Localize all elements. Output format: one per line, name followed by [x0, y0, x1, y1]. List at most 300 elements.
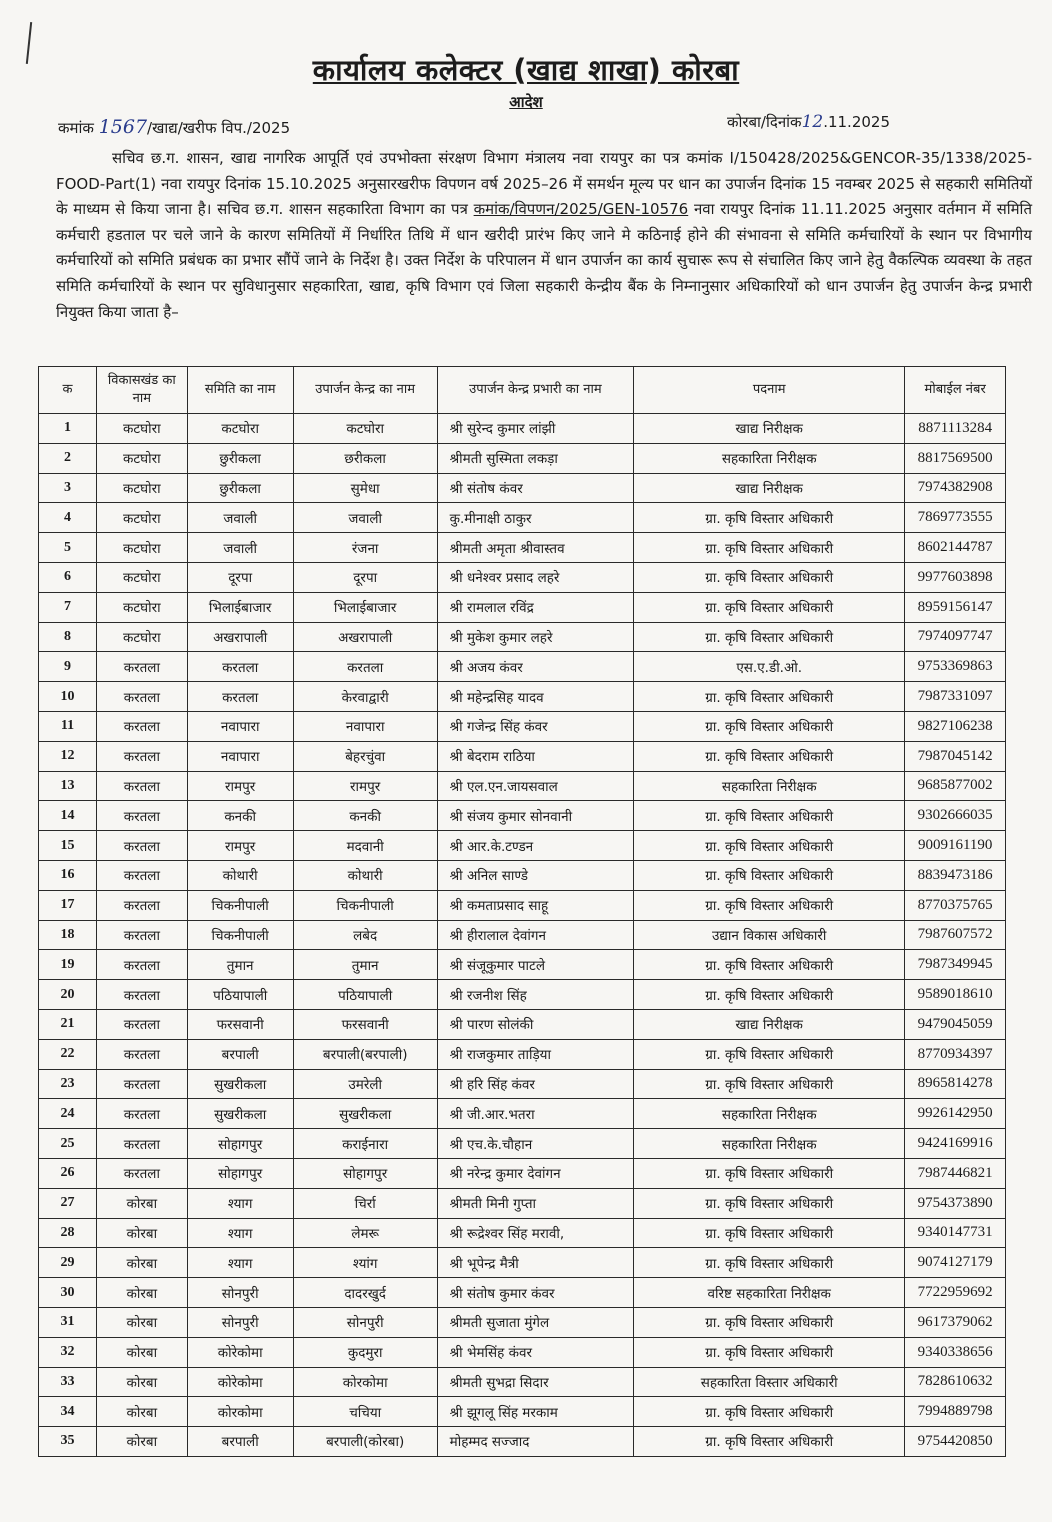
designation-cell: एस.ए.डी.ओ. — [634, 652, 905, 682]
samiti-cell: कोरेकोमा — [187, 1337, 293, 1367]
date-day-handwritten: 12 — [801, 112, 824, 132]
mobile-cell: 7722959692 — [905, 1278, 1006, 1308]
samiti-cell: कटघोरा — [187, 414, 293, 444]
table-row — [39, 801, 1006, 831]
table-body — [39, 414, 1006, 1457]
kendra-cell: चिकनीपाली — [293, 890, 437, 920]
samiti-cell: पठियापाली — [187, 980, 293, 1010]
serial-cell: 22 — [39, 1039, 97, 1069]
samiti-cell: चिकनीपाली — [187, 920, 293, 950]
block-cell: करतला — [97, 682, 188, 712]
samiti-cell: बरपाली — [187, 1039, 293, 1069]
samiti-cell: कनकी — [187, 801, 293, 831]
block-cell: करतला — [97, 711, 188, 741]
samiti-cell: सोहागपुर — [187, 1129, 293, 1159]
table-row — [39, 860, 1006, 890]
kendra-cell: दादरखुर्द — [293, 1278, 437, 1308]
incharge-name-cell: श्री आर.के.टण्डन — [437, 831, 633, 861]
block-cell: कटघोरा — [97, 414, 188, 444]
serial-cell: 21 — [39, 1009, 97, 1039]
designation-cell: वरिष्ट सहकारिता निरीक्षक — [634, 1278, 905, 1308]
block-cell: करतला — [97, 741, 188, 771]
designation-cell: ग्रा. कृषि विस्तार अधिकारी — [634, 1307, 905, 1337]
table-row — [39, 741, 1006, 771]
serial-cell: 10 — [39, 682, 97, 712]
ref-number-handwritten: 1567 — [98, 116, 148, 138]
mobile-cell: 7987331097 — [905, 682, 1006, 712]
table-row — [39, 1039, 1006, 1069]
kendra-cell: लबेद — [293, 920, 437, 950]
designation-cell: ग्रा. कृषि विस्तार अधिकारी — [634, 801, 905, 831]
order-date — [727, 112, 890, 132]
table-row — [39, 622, 1006, 652]
block-cell: करतला — [97, 1158, 188, 1188]
designation-cell: खाद्य निरीक्षक — [634, 414, 905, 444]
kendra-cell: कोथारी — [293, 860, 437, 890]
kendra-cell: तुमान — [293, 950, 437, 980]
samiti-cell: सोनपुरी — [187, 1307, 293, 1337]
table-row — [39, 1158, 1006, 1188]
kendra-cell: श्यांग — [293, 1248, 437, 1278]
block-cell: कोरबा — [97, 1218, 188, 1248]
incharge-name-cell: श्री पारण सोलंकी — [437, 1009, 633, 1039]
samiti-cell: सोनपुरी — [187, 1278, 293, 1308]
mobile-cell: 8770934397 — [905, 1039, 1006, 1069]
mobile-cell: 7987607572 — [905, 920, 1006, 950]
mobile-cell: 9424169916 — [905, 1129, 1006, 1159]
block-cell: कोरबा — [97, 1278, 188, 1308]
incharge-name-cell: श्रीमती अमृता श्रीवास्तव — [437, 533, 633, 563]
table-row — [39, 533, 1006, 563]
table-row — [39, 682, 1006, 712]
serial-cell: 25 — [39, 1129, 97, 1159]
samiti-cell: कोरकोमा — [187, 1397, 293, 1427]
office-title: कार्यालय कलेक्टर (खाद्य शाखा) कोरबा — [312, 53, 740, 87]
kendra-cell: रामपुर — [293, 771, 437, 801]
incharge-name-cell: श्रीमती सुस्मिता लकड़ा — [437, 443, 633, 473]
block-cell: करतला — [97, 1069, 188, 1099]
header-kendra: उपार्जन केन्द्र का नाम — [293, 367, 437, 414]
kendra-cell: कनकी — [293, 801, 437, 831]
incharge-name-cell: श्री नरेन्द्र कुमार देवांगन — [437, 1158, 633, 1188]
block-cell: कोरबा — [97, 1248, 188, 1278]
table-row — [39, 1069, 1006, 1099]
kendra-cell: चचिया — [293, 1397, 437, 1427]
incharge-name-cell: श्री राजकुमार ताड़िया — [437, 1039, 633, 1069]
designation-cell: ग्रा. कृषि विस्तार अधिकारी — [634, 831, 905, 861]
mobile-cell: 8839473186 — [905, 860, 1006, 890]
kendra-cell: कोरकोमा — [293, 1367, 437, 1397]
designation-cell: ग्रा. कृषि विस्तार अधिकारी — [634, 980, 905, 1010]
kendra-cell: सुखरीकला — [293, 1099, 437, 1129]
paragraph-text-2: नवा रायपुर दिनांक 11.11.2025 अनुसार वर्तमान में समिति कर्मचारी हडताल पर चले जाने के कारण समितियों में निर्धारित तिथि में धान खरीदी प्रारंभ किए जाने मे कठिनाई होने की संभावना से समिति कर्मचारियों के स्थान पर विभागीय कर्मचारियों को समिति प्रबंधक का प्रभार सौंपें जाने के निर्देश है। उक्त निर्देश के परिपालन में धान उपार्जन का कार्य सुचारू रूप से संचालित किए जाने हेतु वैकल्पिक व्यवस्था के तहत समिति कर्मचारियों के स्थान पर सुविधानुसार सहकारिता, खाद्य, कृषि विभाग एवं जिला सहकारी केन्द्रीय बैंक के निम्नानुसार अधिकारियों को धान उपार्जन हेतु उपार्जन केन्द्र प्रभारी नियुक्त किया जाता है– — [56, 200, 1032, 321]
samiti-cell: रामपुर — [187, 831, 293, 861]
mobile-cell: 9589018610 — [905, 980, 1006, 1010]
block-cell: कटघोरा — [97, 622, 188, 652]
header-designation: पदनाम — [634, 367, 905, 414]
kendra-cell: बरपाली(कोरबा) — [293, 1427, 437, 1457]
serial-cell: 26 — [39, 1158, 97, 1188]
table-row — [39, 443, 1006, 473]
serial-cell: 18 — [39, 920, 97, 950]
table-row — [39, 1307, 1006, 1337]
designation-cell: उद्यान विकास अधिकारी — [634, 920, 905, 950]
mobile-cell: 7828610632 — [905, 1367, 1006, 1397]
block-cell: करतला — [97, 1099, 188, 1129]
incharge-name-cell: श्री हीरालाल देवांगन — [437, 920, 633, 950]
mobile-cell: 9754373890 — [905, 1188, 1006, 1218]
samiti-cell: छुरीकला — [187, 473, 293, 503]
mobile-cell: 8871113284 — [905, 414, 1006, 444]
incharge-name-cell: श्री गजेन्द्र सिंह कंवर — [437, 711, 633, 741]
mobile-cell: 9754420850 — [905, 1427, 1006, 1457]
serial-cell: 4 — [39, 503, 97, 533]
samiti-cell: नवापारा — [187, 711, 293, 741]
kendra-cell: दूरपा — [293, 562, 437, 592]
serial-cell: 35 — [39, 1427, 97, 1457]
header-mobile: मोबाईल नंबर — [905, 367, 1006, 414]
table-row — [39, 1129, 1006, 1159]
serial-cell: 29 — [39, 1248, 97, 1278]
designation-cell: ग्रा. कृषि विस्तार अधिकारी — [634, 1337, 905, 1367]
mobile-cell: 7987045142 — [905, 741, 1006, 771]
incharge-name-cell: श्री रामलाल रविंद्र — [437, 592, 633, 622]
designation-cell: ग्रा. कृषि विस्तार अधिकारी — [634, 562, 905, 592]
incharge-name-cell: श्री महेन्द्रसिह यादव — [437, 682, 633, 712]
mobile-cell: 9926142950 — [905, 1099, 1006, 1129]
kendra-cell: उमरेली — [293, 1069, 437, 1099]
samiti-cell: नवापारा — [187, 741, 293, 771]
header-incharge-name: उपार्जन केन्द्र प्रभारी का नाम — [437, 367, 633, 414]
table-row — [39, 890, 1006, 920]
table-header-row — [39, 367, 1006, 414]
kendra-cell: फरसवानी — [293, 1009, 437, 1039]
designation-cell: खाद्य निरीक्षक — [634, 473, 905, 503]
samiti-cell: कोरेकोमा — [187, 1367, 293, 1397]
incharge-name-cell: श्रीमती मिनी गुप्ता — [437, 1188, 633, 1218]
incharge-name-cell: श्री कमताप्रसाद साहू — [437, 890, 633, 920]
table-row — [39, 473, 1006, 503]
header-samiti: समिति का नाम — [187, 367, 293, 414]
mobile-cell: 7974382908 — [905, 473, 1006, 503]
kendra-cell: जवाली — [293, 503, 437, 533]
serial-cell: 28 — [39, 1218, 97, 1248]
samiti-cell: सुखरीकला — [187, 1099, 293, 1129]
incharge-name-cell: श्री हरि सिंह कंवर — [437, 1069, 633, 1099]
incharge-name-cell: श्री एल.एन.जायसवाल — [437, 771, 633, 801]
serial-cell: 20 — [39, 980, 97, 1010]
incharge-name-cell: श्री झूगलू सिंह मरकाम — [437, 1397, 633, 1427]
block-cell: कोरबा — [97, 1337, 188, 1367]
samiti-cell: भिलाईबाजार — [187, 592, 293, 622]
designation-cell: ग्रा. कृषि विस्तार अधिकारी — [634, 890, 905, 920]
designation-cell: ग्रा. कृषि विस्तार अधिकारी — [634, 1218, 905, 1248]
incharge-name-cell: श्री संजूकुमार पाटले — [437, 950, 633, 980]
block-cell: करतला — [97, 1039, 188, 1069]
kendra-cell: बरपाली(बरपाली) — [293, 1039, 437, 1069]
kendra-cell: सोनपुरी — [293, 1307, 437, 1337]
designation-cell: ग्रा. कृषि विस्तार अधिकारी — [634, 592, 905, 622]
block-cell: करतला — [97, 1009, 188, 1039]
incharge-name-cell: श्री एच.के.चौहान — [437, 1129, 633, 1159]
incharge-name-cell: श्री मुकेश कुमार लहरे — [437, 622, 633, 652]
incharge-name-cell: श्री जी.आर.भतरा — [437, 1099, 633, 1129]
serial-cell: 34 — [39, 1397, 97, 1427]
designation-cell: ग्रा. कृषि विस्तार अधिकारी — [634, 533, 905, 563]
table-row — [39, 711, 1006, 741]
serial-cell: 1 — [39, 414, 97, 444]
serial-cell: 16 — [39, 860, 97, 890]
block-cell: कोरबा — [97, 1367, 188, 1397]
mobile-cell: 9827106238 — [905, 711, 1006, 741]
mobile-cell: 8770375765 — [905, 890, 1006, 920]
block-cell: करतला — [97, 920, 188, 950]
designation-cell: सहकारिता निरीक्षक — [634, 771, 905, 801]
block-cell: करतला — [97, 652, 188, 682]
designation-cell: सहकारिता निरीक्षक — [634, 1129, 905, 1159]
samiti-cell: श्याग — [187, 1188, 293, 1218]
samiti-cell: करतला — [187, 652, 293, 682]
header-serial: क — [39, 367, 97, 414]
mobile-cell: 9685877002 — [905, 771, 1006, 801]
table-row — [39, 592, 1006, 622]
incharge-name-cell: श्री भेमसिंह कंवर — [437, 1337, 633, 1367]
date-prefix: कोरबा/दिनांक — [726, 113, 802, 131]
kendra-cell: बेहरचुंवा — [293, 741, 437, 771]
block-cell: करतला — [97, 860, 188, 890]
kendra-cell: भिलाईबाजार — [293, 592, 437, 622]
incharge-name-cell: श्री अनिल साण्डे — [437, 860, 633, 890]
incharge-name-cell: श्रीमती सुजाता मुंगेल — [437, 1307, 633, 1337]
mobile-cell: 8602144787 — [905, 533, 1006, 563]
kendra-cell: कराईनारा — [293, 1129, 437, 1159]
designation-cell: ग्रा. कृषि विस्तार अधिकारी — [634, 1427, 905, 1457]
mobile-cell: 9009161190 — [905, 831, 1006, 861]
designation-cell: ग्रा. कृषि विस्तार अधिकारी — [634, 503, 905, 533]
table-row — [39, 1248, 1006, 1278]
kendra-cell: अखरापाली — [293, 622, 437, 652]
block-cell: करतला — [97, 801, 188, 831]
header-block: विकासखंड का नाम — [97, 367, 188, 414]
table-row — [39, 1218, 1006, 1248]
incharge-name-cell: श्री धनेश्वर प्रसाद लहरे — [437, 562, 633, 592]
kendra-cell: लेमरू — [293, 1218, 437, 1248]
incharge-name-cell: श्रीमती सुभद्रा सिदार — [437, 1367, 633, 1397]
samiti-cell: तुमान — [187, 950, 293, 980]
table-row — [39, 1188, 1006, 1218]
incharge-name-cell: श्री भूपेन्द्र मैत्री — [437, 1248, 633, 1278]
mobile-cell: 7994889798 — [905, 1397, 1006, 1427]
block-cell: कोरबा — [97, 1427, 188, 1457]
paragraph-text-1: सचिव छ.ग. शासन, खाद्य नागरिक आपूर्ति एवं उपभोक्ता संरक्षण विभाग मंत्रालय नवा रायपुर का पत्र कमांक I/150428/2025&GENCOR-35/1338/2025-FOOD-Part(1) नवा रायपुर दिनांक 15.10.2025 अनुसारखरीफ विपणन वर्ष 2025–26 में समर्थन मूल्य पर धान का उपार्जन दिनांक 15 नवम्बर 2025 से सहकारी समितियों के माध्यम से किया जाना है। सचिव छ.ग. शासन सहकारिता विभाग का पत्र — [56, 149, 1032, 219]
designation-cell: ग्रा. कृषि विस्तार अधिकारी — [634, 1248, 905, 1278]
serial-cell: 3 — [39, 473, 97, 503]
table-row — [39, 831, 1006, 861]
mobile-cell: 9617379062 — [905, 1307, 1006, 1337]
serial-cell: 24 — [39, 1099, 97, 1129]
designation-cell: सहकारिता निरीक्षक — [634, 443, 905, 473]
samiti-cell: सुखरीकला — [187, 1069, 293, 1099]
serial-cell: 30 — [39, 1278, 97, 1308]
table-row — [39, 1337, 1006, 1367]
block-cell: करतला — [97, 771, 188, 801]
paragraph-reference: कमांक/विपणन/2025/GEN-10576 — [473, 200, 689, 219]
block-cell: करतला — [97, 950, 188, 980]
mobile-cell: 8959156147 — [905, 592, 1006, 622]
serial-cell: 2 — [39, 443, 97, 473]
kendra-cell: करतला — [293, 652, 437, 682]
kendra-cell: पठियापाली — [293, 980, 437, 1010]
mobile-cell: 9340338656 — [905, 1337, 1006, 1367]
kendra-cell: छरीकला — [293, 443, 437, 473]
serial-cell: 15 — [39, 831, 97, 861]
designation-cell: ग्रा. कृषि विस्तार अधिकारी — [634, 711, 905, 741]
table-row — [39, 414, 1006, 444]
samiti-cell: चिकनीपाली — [187, 890, 293, 920]
serial-cell: 32 — [39, 1337, 97, 1367]
designation-cell: सहकारिता विस्तार अधिकारी — [634, 1367, 905, 1397]
table-row — [39, 1278, 1006, 1308]
designation-cell: ग्रा. कृषि विस्तार अधिकारी — [634, 1069, 905, 1099]
table-row — [39, 503, 1006, 533]
appointment-table — [38, 366, 1006, 1457]
serial-cell: 33 — [39, 1367, 97, 1397]
serial-cell: 31 — [39, 1307, 97, 1337]
block-cell: कटघोरा — [97, 562, 188, 592]
designation-cell: ग्रा. कृषि विस्तार अधिकारी — [634, 622, 905, 652]
incharge-name-cell: श्री संतोष कंवर — [437, 473, 633, 503]
serial-cell: 27 — [39, 1188, 97, 1218]
serial-cell: 6 — [39, 562, 97, 592]
date-rest: .11.2025 — [823, 113, 890, 131]
kendra-cell: रंजना — [293, 533, 437, 563]
incharge-name-cell: श्री बेदराम राठिया — [437, 741, 633, 771]
serial-cell: 12 — [39, 741, 97, 771]
kendra-cell: चिर्रा — [293, 1188, 437, 1218]
designation-cell: ग्रा. कृषि विस्तार अधिकारी — [634, 950, 905, 980]
mobile-cell: 8965814278 — [905, 1069, 1006, 1099]
designation-cell: ग्रा. कृषि विस्तार अधिकारी — [634, 1188, 905, 1218]
block-cell: कटघोरा — [97, 592, 188, 622]
designation-cell: ग्रा. कृषि विस्तार अधिकारी — [634, 682, 905, 712]
block-cell: करतला — [97, 831, 188, 861]
incharge-name-cell: श्री अजय कंवर — [437, 652, 633, 682]
samiti-cell: दूरपा — [187, 562, 293, 592]
mobile-cell: 9302666035 — [905, 801, 1006, 831]
block-cell: कटघोरा — [97, 533, 188, 563]
serial-cell: 14 — [39, 801, 97, 831]
block-cell: करतला — [97, 1129, 188, 1159]
mobile-cell: 8817569500 — [905, 443, 1006, 473]
block-cell: कटघोरा — [97, 503, 188, 533]
reference-number — [58, 116, 290, 138]
incharge-name-cell: मोहम्मद सज्जाद — [437, 1427, 633, 1457]
mobile-cell: 7987349945 — [905, 950, 1006, 980]
table-row — [39, 771, 1006, 801]
samiti-cell: जवाली — [187, 503, 293, 533]
designation-cell: ग्रा. कृषि विस्तार अधिकारी — [634, 1039, 905, 1069]
serial-cell: 8 — [39, 622, 97, 652]
kendra-cell: कटघोरा — [293, 414, 437, 444]
incharge-name-cell: कु.मीनाक्षी ठाकुर — [437, 503, 633, 533]
kendra-cell: नवापारा — [293, 711, 437, 741]
table-row — [39, 1427, 1006, 1457]
incharge-name-cell: श्री रजनीश सिंह — [437, 980, 633, 1010]
samiti-cell: फरसवानी — [187, 1009, 293, 1039]
mobile-cell: 9977603898 — [905, 562, 1006, 592]
mobile-cell: 9074127179 — [905, 1248, 1006, 1278]
samiti-cell: जवाली — [187, 533, 293, 563]
mobile-cell: 9479045059 — [905, 1009, 1006, 1039]
samiti-cell: कोथारी — [187, 860, 293, 890]
table-row — [39, 950, 1006, 980]
block-cell: कोरबा — [97, 1307, 188, 1337]
table-row — [39, 1397, 1006, 1427]
block-cell: कोरबा — [97, 1188, 188, 1218]
kendra-cell: सुमेधा — [293, 473, 437, 503]
designation-cell: ग्रा. कृषि विस्तार अधिकारी — [634, 1397, 905, 1427]
serial-cell: 9 — [39, 652, 97, 682]
serial-cell: 7 — [39, 592, 97, 622]
serial-cell: 19 — [39, 950, 97, 980]
incharge-name-cell: श्री रूद्रेश्वर सिंह मरावी, — [437, 1218, 633, 1248]
kendra-cell: मदवानी — [293, 831, 437, 861]
table-row — [39, 562, 1006, 592]
mobile-cell: 7869773555 — [905, 503, 1006, 533]
mobile-cell: 7987446821 — [905, 1158, 1006, 1188]
designation-cell: खाद्य निरीक्षक — [634, 1009, 905, 1039]
samiti-cell: अखरापाली — [187, 622, 293, 652]
block-cell: करतला — [97, 890, 188, 920]
table-row — [39, 652, 1006, 682]
ref-suffix: /खाद्य/खरीफ विप./2025 — [147, 119, 291, 137]
block-cell: कटघोरा — [97, 443, 188, 473]
table-row — [39, 1099, 1006, 1129]
serial-cell: 17 — [39, 890, 97, 920]
designation-cell: ग्रा. कृषि विस्तार अधिकारी — [634, 860, 905, 890]
serial-cell: 11 — [39, 711, 97, 741]
mobile-cell: 7974097747 — [905, 622, 1006, 652]
serial-cell: 5 — [39, 533, 97, 563]
table-row — [39, 1367, 1006, 1397]
kendra-cell: कुदमुरा — [293, 1337, 437, 1367]
designation-cell: ग्रा. कृषि विस्तार अधिकारी — [634, 741, 905, 771]
block-cell: कटघोरा — [97, 473, 188, 503]
samiti-cell: छुरीकला — [187, 443, 293, 473]
block-cell: करतला — [97, 980, 188, 1010]
kendra-cell: केरवाद्वारी — [293, 682, 437, 712]
block-cell: कोरबा — [97, 1397, 188, 1427]
samiti-cell: सोहागपुर — [187, 1158, 293, 1188]
designation-cell: ग्रा. कृषि विस्तार अधिकारी — [634, 1158, 905, 1188]
table-row — [39, 980, 1006, 1010]
serial-cell: 23 — [39, 1069, 97, 1099]
order-heading: आदेश — [509, 93, 543, 111]
serial-cell: 13 — [39, 771, 97, 801]
table-row — [39, 920, 1006, 950]
samiti-cell: श्याग — [187, 1218, 293, 1248]
table-row — [39, 1009, 1006, 1039]
samiti-cell: बरपाली — [187, 1427, 293, 1457]
kendra-cell: सोहागपुर — [293, 1158, 437, 1188]
samiti-cell: रामपुर — [187, 771, 293, 801]
designation-cell: सहकारिता निरीक्षक — [634, 1099, 905, 1129]
samiti-cell: श्याग — [187, 1248, 293, 1278]
ref-prefix: कमांक — [58, 119, 94, 137]
order-body-paragraph — [56, 146, 1032, 325]
incharge-name-cell: श्री सुरेन्द कुमार लांझी — [437, 414, 633, 444]
mobile-cell: 9340147731 — [905, 1218, 1006, 1248]
